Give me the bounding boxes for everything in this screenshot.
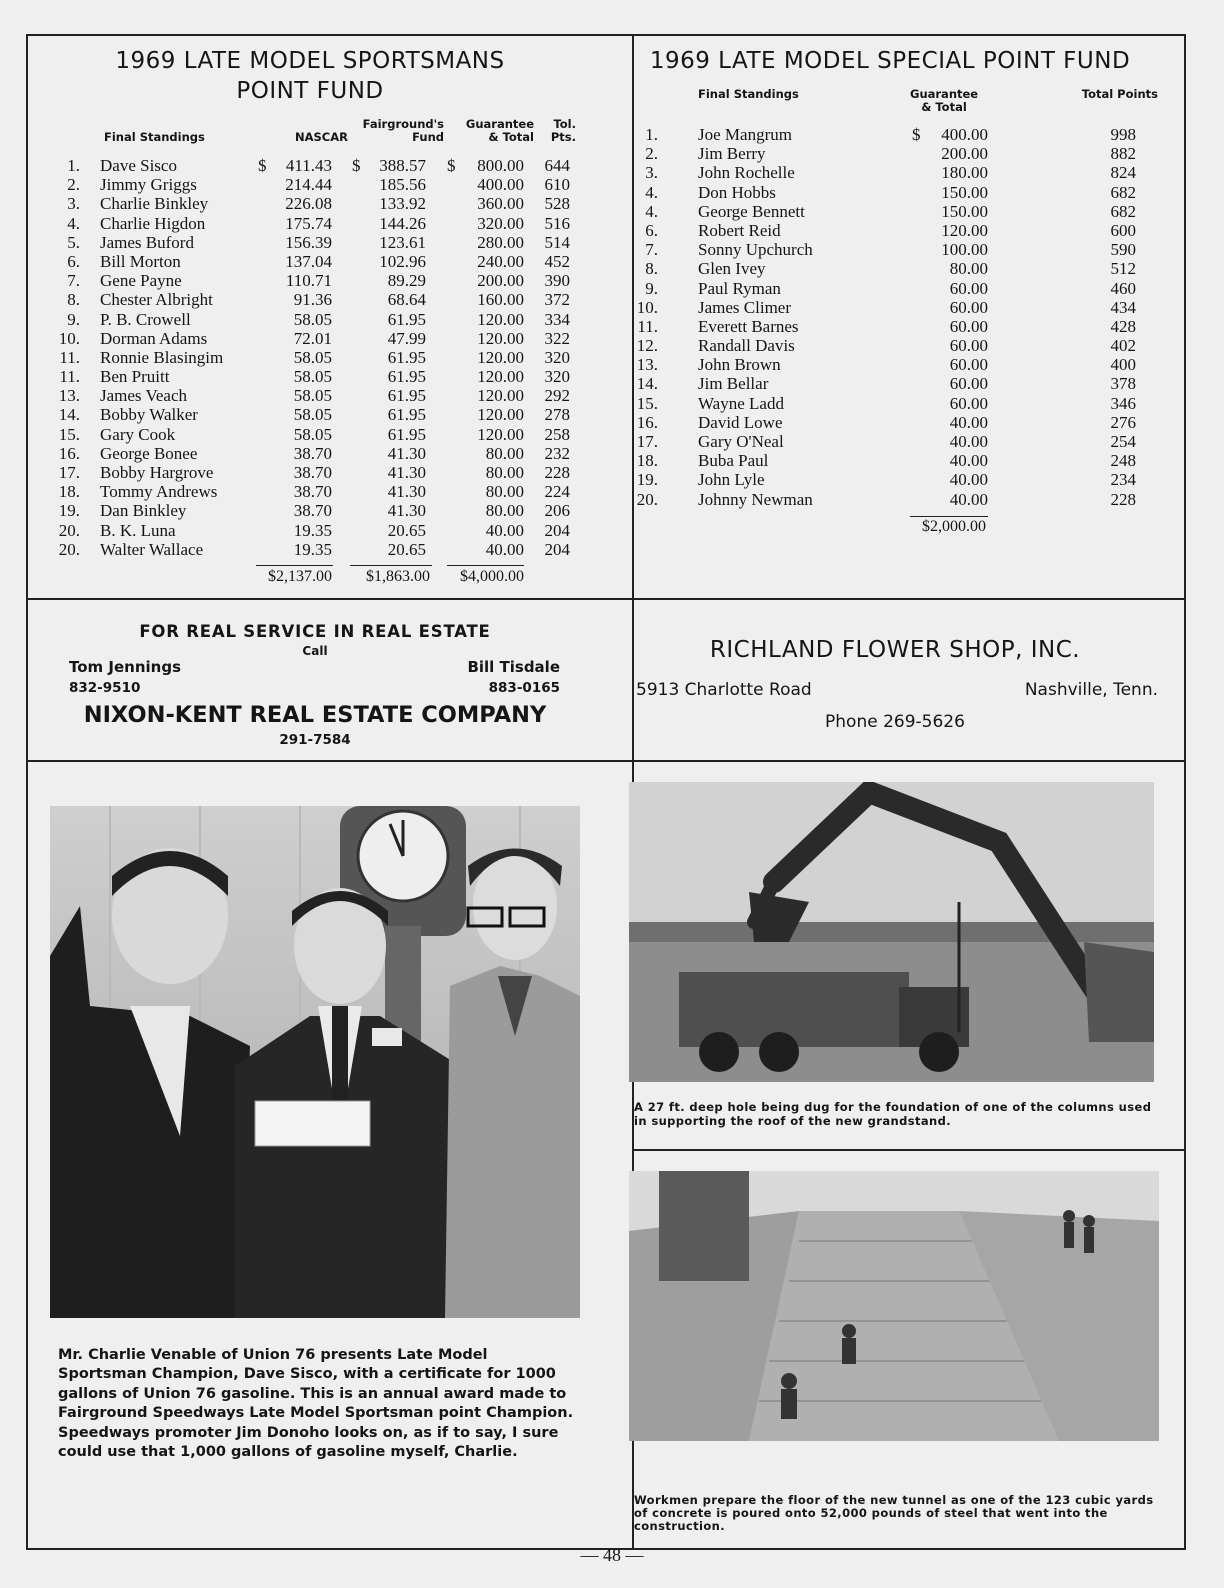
guarantee-total: 180.00: [941, 163, 988, 183]
table-row: [0, 290, 600, 309]
total-points: 292: [544, 386, 570, 406]
guarantee-total: 40.00: [485, 539, 524, 559]
table-row: [0, 156, 600, 175]
driver-name: Jim Berry: [698, 144, 766, 164]
driver-name: Johnny Newman: [698, 489, 813, 509]
driver-name: Chester Albright: [100, 290, 213, 310]
standing-position: 13.: [58, 386, 80, 406]
driver-name: P. B. Crowell: [100, 309, 191, 329]
driver-name: John Rochelle: [698, 163, 795, 183]
guarantee-total: 280.00: [477, 232, 524, 252]
certificate-icon: [255, 1101, 370, 1146]
guarantee-total: 320.00: [477, 213, 524, 233]
driver-name: Randall Davis: [698, 336, 795, 356]
table-row: [600, 259, 1200, 278]
total-points: 258: [544, 424, 570, 444]
table-row: [0, 175, 600, 194]
nascar-amount: 38.70: [293, 443, 332, 463]
driver-name: Sonny Upchurch: [698, 240, 813, 260]
table-row: [600, 490, 1200, 509]
nascar-amount: 38.70: [293, 501, 332, 521]
total-points: 390: [544, 271, 570, 291]
standing-position: 3.: [645, 163, 658, 183]
total-points: 514: [544, 232, 570, 252]
table-row: [0, 233, 600, 252]
table-row: [0, 310, 600, 329]
page-number: — 48 —: [580, 1545, 644, 1565]
table-row: [0, 521, 600, 540]
fund-amount: 61.95: [387, 347, 426, 367]
total-points: 234: [1110, 470, 1136, 490]
driver-name: Jimmy Griggs: [100, 175, 197, 195]
nascar-amount: 58.05: [293, 367, 332, 387]
fund-amount: 61.95: [387, 309, 426, 329]
driver-name: James Veach: [100, 386, 188, 406]
special-standings-list: [600, 125, 1200, 509]
driver-name: Walter Wallace: [100, 539, 204, 559]
table-row: [0, 367, 600, 386]
guarantee-total: 120.00: [941, 220, 988, 240]
table-row: [0, 329, 600, 348]
nascar-amount: 214.44: [285, 175, 332, 195]
driver-name: Bobby Walker: [100, 405, 198, 425]
tunnel-photo: [629, 1171, 1159, 1441]
standing-position: 7.: [645, 240, 658, 260]
nascar-amount: 58.05: [293, 405, 332, 425]
standing-position: 13.: [636, 355, 658, 375]
driver-name: Dorman Adams: [100, 328, 208, 348]
table-row: [0, 386, 600, 405]
total-nascar: $2,137.00: [268, 568, 332, 585]
guarantee-total: 160.00: [477, 290, 524, 310]
total-points: 516: [544, 213, 570, 233]
standing-position: 4.: [67, 213, 80, 233]
nascar-amount: 58.05: [293, 309, 332, 329]
driver-name: Paul Ryman: [698, 278, 781, 298]
table-row: [600, 240, 1200, 259]
standing-position: 1.: [67, 156, 80, 175]
fund-amount: 102.96: [379, 251, 426, 271]
dollar-sign: $: [352, 156, 361, 175]
standing-position: 11.: [59, 367, 80, 387]
driver-name: Dan Binkley: [100, 501, 187, 521]
dollar-sign: $: [912, 125, 921, 144]
standing-position: 1.: [645, 125, 658, 144]
total-points: 346: [1110, 393, 1136, 413]
realestate-company: NIXON-KENT REAL ESTATE COMPANY: [83, 702, 547, 728]
total-rule-fund: [350, 565, 432, 566]
fund-amount: 41.30: [387, 482, 426, 502]
total-points: 428: [1110, 316, 1136, 336]
standing-position: 11.: [59, 347, 80, 367]
total-points: 400: [1110, 355, 1136, 375]
person-left-silhouette: [50, 848, 250, 1318]
table-row: [600, 470, 1200, 489]
realestate-call: Call: [302, 644, 328, 658]
standing-position: 2.: [645, 144, 658, 164]
realestate-headline: FOR REAL SERVICE IN REAL ESTATE: [139, 622, 491, 641]
award-photo-illustration: [50, 806, 580, 1318]
standing-position: 17.: [58, 463, 80, 482]
standing-position: 8.: [645, 259, 658, 279]
guarantee-total: 200.00: [477, 271, 524, 291]
guarantee-total: 40.00: [949, 470, 988, 490]
driver-name: Gene Payne: [100, 271, 182, 291]
total-rule-nascar: [256, 565, 333, 566]
fund-amount: 144.26: [379, 213, 426, 233]
table-row: [0, 405, 600, 424]
guarantee-total: 200.00: [941, 144, 988, 164]
table-row: [0, 425, 600, 444]
guarantee-total: 40.00: [949, 412, 988, 432]
total-points: 600: [1110, 220, 1136, 240]
standing-position: 5.: [67, 232, 80, 252]
driver-name: Tommy Andrews: [100, 482, 218, 502]
guarantee-total: 400.00: [941, 125, 988, 144]
standing-position: 6.: [67, 251, 80, 271]
award-photo: [50, 806, 580, 1318]
driver-name: Glen Ivey: [698, 259, 766, 279]
guarantee-total: 60.00: [949, 278, 988, 298]
total-points: 254: [1110, 432, 1136, 451]
standing-position: 9.: [645, 278, 658, 298]
table-row: [600, 451, 1200, 470]
guarantee-total: 60.00: [949, 393, 988, 413]
driver-name: Everett Barnes: [698, 316, 799, 336]
guarantee-total: 120.00: [477, 309, 524, 329]
table-row: [0, 214, 600, 233]
hdr-total-points: Tol. Pts.: [550, 117, 576, 144]
driver-name: Wayne Ladd: [698, 393, 784, 413]
special-hdr-guarantee: Guarantee & Total: [910, 87, 979, 114]
hdr-nascar: NASCAR: [294, 130, 348, 144]
guarantee-total: 60.00: [949, 297, 988, 317]
total-points: 372: [544, 290, 570, 310]
fund-amount: 61.95: [387, 386, 426, 406]
guarantee-total: 60.00: [949, 336, 988, 356]
table-row: [0, 252, 600, 271]
fund-amount: 20.65: [387, 539, 426, 559]
table-row: [600, 163, 1200, 182]
standing-position: 10.: [58, 328, 80, 348]
nascar-amount: 58.05: [293, 424, 332, 444]
agent1-phone: 832-9510: [69, 680, 141, 696]
guarantee-total: 60.00: [949, 316, 988, 336]
standing-position: 2.: [67, 175, 80, 195]
total-points: 206: [544, 501, 570, 521]
driver-name: James Climer: [698, 297, 792, 317]
table-row: [0, 194, 600, 213]
fund-amount: 133.92: [379, 194, 426, 214]
award-photo-caption: Mr. Charlie Venable of Union 76 presents Late Model Sportsman Champion, Dave Sisco, with a certificate for 1000 gallons of Union 76 gasoline. This is an annual award made to Fairground Speedways Late Model Sportsman point Champion. Speedways promoter Jim Donoho looks on, as if to say, I sure could use that 1,000 gallons of gasoline myself, Charlie.: [58, 1347, 574, 1461]
nascar-amount: 110.71: [285, 271, 332, 291]
tunnel-photo-illustration: [629, 1171, 1159, 1441]
standing-position: 3.: [67, 194, 80, 214]
realestate-company-phone: 291-7584: [279, 732, 351, 748]
guarantee-total: 80.00: [485, 443, 524, 463]
driver-name: George Bonee: [100, 443, 198, 463]
nascar-amount: 38.70: [293, 482, 332, 502]
standing-position: 16.: [58, 443, 80, 463]
dollar-sign: $: [258, 156, 267, 175]
fund-amount: 41.30: [387, 463, 426, 482]
nascar-amount: 137.04: [285, 251, 332, 271]
standing-position: 7.: [67, 271, 80, 291]
table-row: [600, 336, 1200, 355]
table-row: [600, 202, 1200, 221]
total-points: 434: [1110, 297, 1136, 317]
guarantee-total: 120.00: [477, 367, 524, 387]
standing-position: 15.: [636, 393, 658, 413]
total-points: 644: [544, 156, 570, 175]
driver-name: John Brown: [698, 355, 781, 375]
driver-name: B. K. Luna: [100, 520, 176, 540]
total-points: 278: [544, 405, 570, 425]
table-row: [0, 501, 600, 520]
standing-position: 9.: [67, 309, 80, 329]
driver-name: Gary Cook: [100, 424, 176, 444]
nascar-amount: 411.43: [285, 156, 332, 175]
standing-position: 6.: [645, 220, 658, 240]
driver-name: Bill Morton: [100, 251, 181, 271]
special-total-rule: [910, 516, 988, 517]
total-points: 824: [1110, 163, 1136, 183]
standing-position: 4.: [645, 182, 658, 202]
driver-name: David Lowe: [698, 412, 783, 432]
total-points: 402: [1110, 336, 1136, 356]
guarantee-total: 150.00: [941, 201, 988, 221]
table-row: [0, 482, 600, 501]
nascar-amount: 19.35: [293, 539, 332, 559]
table-row: [0, 444, 600, 463]
total-points: 228: [544, 463, 570, 482]
flower-shop-phone: Phone 269-5626: [825, 712, 965, 732]
table-row: [0, 348, 600, 367]
guarantee-total: 240.00: [477, 251, 524, 271]
guarantee-total: 80.00: [485, 501, 524, 521]
total-points: 378: [1110, 374, 1136, 394]
standing-position: 20.: [58, 520, 80, 540]
excavator-photo: [629, 782, 1154, 1082]
standing-position: 10.: [636, 297, 658, 317]
guarantee-total: 40.00: [949, 451, 988, 471]
total-points: 590: [1110, 240, 1136, 260]
flower-shop-city: Nashville, Tenn.: [1024, 680, 1158, 700]
concrete-mixer-icon: [659, 1171, 749, 1281]
special-hdr-final-standings: Final Standings: [698, 87, 799, 101]
total-points: 334: [544, 309, 570, 329]
standing-position: 11.: [637, 316, 658, 336]
table-row: [0, 463, 600, 482]
excavator-photo-caption: A 27 ft. deep hole being dug for the foundation of one of the columns used in supporting the roof of the new grandstand.: [634, 1100, 1152, 1128]
guarantee-total: 60.00: [949, 374, 988, 394]
total-points: 232: [544, 443, 570, 463]
nascar-amount: 175.74: [285, 213, 332, 233]
row-divider-1: [28, 598, 1184, 600]
driver-name: Charlie Higdon: [100, 213, 206, 233]
driver-name: Don Hobbs: [698, 182, 776, 202]
nascar-amount: 58.05: [293, 386, 332, 406]
guarantee-total: 120.00: [477, 347, 524, 367]
table-row: [600, 221, 1200, 240]
guarantee-total: 120.00: [477, 386, 524, 406]
fund-amount: 41.30: [387, 443, 426, 463]
driver-name: Jim Bellar: [698, 374, 769, 394]
sportsman-title: 1969 LATE MODEL SPORTSMANS POINT FUND: [115, 48, 505, 104]
table-row: [600, 317, 1200, 336]
standing-position: 18.: [58, 482, 80, 502]
excavator-photo-illustration: [629, 782, 1154, 1082]
standing-position: 12.: [636, 336, 658, 356]
tunnel-photo-caption: Workmen prepare the floor of the new tunnel as one of the 123 cubic yards of concrete is poured onto 52,000 pounds of steel that went into the construction.: [634, 1493, 1154, 1533]
agent2-name: Bill Tisdale: [467, 658, 560, 676]
guarantee-total: 40.00: [949, 489, 988, 509]
nascar-amount: 58.05: [293, 347, 332, 367]
sportsman-standings-list: [0, 156, 600, 559]
table-row: [0, 271, 600, 290]
table-row: [600, 125, 1200, 144]
fund-amount: 61.95: [387, 367, 426, 387]
table-row: [600, 144, 1200, 163]
nascar-amount: 156.39: [285, 232, 332, 252]
guarantee-total: 80.00: [949, 259, 988, 279]
guarantee-total: 120.00: [477, 424, 524, 444]
standing-position: 15.: [58, 424, 80, 444]
nascar-amount: 91.36: [293, 290, 332, 310]
standing-position: 14.: [58, 405, 80, 425]
total-points: 248: [1110, 451, 1136, 471]
driver-name: Charlie Binkley: [100, 194, 209, 214]
guarantee-total: 40.00: [485, 520, 524, 540]
total-points: 882: [1110, 144, 1136, 164]
right-photo-divider: [632, 1149, 1184, 1151]
total-points: 322: [544, 328, 570, 348]
hdr-fairgrounds-fund: Fairground's Fund: [362, 117, 444, 144]
table-row: [600, 413, 1200, 432]
total-points: 228: [1110, 489, 1136, 509]
standing-position: 19.: [58, 501, 80, 521]
guarantee-total: 800.00: [477, 156, 524, 175]
standing-position: 16.: [636, 412, 658, 432]
total-points: 276: [1110, 412, 1136, 432]
standing-position: 8.: [67, 290, 80, 310]
nascar-amount: 72.01: [293, 328, 332, 348]
hdr-final-standings: Final Standings: [104, 130, 205, 144]
nascar-amount: 38.70: [293, 463, 332, 482]
guarantee-total: 120.00: [477, 328, 524, 348]
driver-name: James Buford: [100, 232, 194, 252]
driver-name: Joe Mangrum: [698, 125, 792, 144]
total-points: 610: [544, 175, 570, 195]
driver-name: John Lyle: [698, 470, 765, 490]
total-points: 452: [544, 251, 570, 271]
fund-amount: 20.65: [387, 520, 426, 540]
driver-name: Ben Pruitt: [100, 367, 170, 387]
total-points: 682: [1110, 201, 1136, 221]
total-points: 528: [544, 194, 570, 214]
special-hdr-total-points: Total Points: [1081, 87, 1158, 101]
fund-amount: 47.99: [387, 328, 426, 348]
standing-position: 17.: [636, 432, 658, 451]
table-row: [0, 540, 600, 559]
guarantee-total: 60.00: [949, 355, 988, 375]
total-guarantee: $4,000.00: [460, 568, 524, 585]
standing-position: 19.: [636, 470, 658, 490]
guarantee-total: 80.00: [485, 463, 524, 482]
fund-amount: 61.95: [387, 424, 426, 444]
guarantee-total: 400.00: [477, 175, 524, 195]
dollar-sign: $: [447, 156, 456, 175]
guarantee-total: 360.00: [477, 194, 524, 214]
table-row: [600, 374, 1200, 393]
row-divider-2: [28, 760, 1184, 762]
guarantee-total: 80.00: [485, 482, 524, 502]
total-rule-guarantee: [447, 565, 524, 566]
standing-position: 14.: [636, 374, 658, 394]
driver-name: Ronnie Blasingim: [100, 347, 224, 367]
driver-name: Bobby Hargrove: [100, 463, 214, 482]
guarantee-total: 120.00: [477, 405, 524, 425]
driver-name: George Bennett: [698, 201, 805, 221]
total-points: 320: [544, 347, 570, 367]
standing-position: 18.: [636, 451, 658, 471]
table-row: [600, 298, 1200, 317]
nascar-amount: 226.08: [285, 194, 332, 214]
standing-position: 20.: [636, 489, 658, 509]
guarantee-total: 100.00: [941, 240, 988, 260]
table-row: [600, 183, 1200, 202]
flower-shop-name: RICHLAND FLOWER SHOP, INC.: [709, 637, 1081, 663]
total-points: 204: [544, 520, 570, 540]
total-points: 998: [1110, 125, 1136, 144]
driver-name: Dave Sisco: [100, 156, 177, 175]
fund-amount: 123.61: [379, 232, 426, 252]
driver-name: Buba Paul: [698, 451, 769, 471]
nascar-amount: 19.35: [293, 520, 332, 540]
fund-amount: 89.29: [387, 271, 426, 291]
driver-name: Gary O'Neal: [698, 432, 784, 451]
standing-position: 20.: [58, 539, 80, 559]
flower-shop-address: 5913 Charlotte Road: [636, 680, 812, 700]
fund-amount: 61.95: [387, 405, 426, 425]
fund-amount: 185.56: [379, 175, 426, 195]
total-points: 512: [1110, 259, 1136, 279]
hdr-guarantee-total: Guarantee & Total: [465, 117, 534, 144]
total-points: 460: [1110, 278, 1136, 298]
special-title: 1969 LATE MODEL SPECIAL POINT FUND: [649, 48, 1131, 74]
total-fund: $1,863.00: [366, 568, 430, 585]
agent1-name: Tom Jennings: [69, 658, 181, 676]
guarantee-total: 40.00: [949, 432, 988, 451]
table-row: [600, 279, 1200, 298]
total-points: 320: [544, 367, 570, 387]
agent2-phone: 883-0165: [488, 680, 560, 696]
standing-position: 4.: [645, 201, 658, 221]
total-points: 204: [544, 539, 570, 559]
table-row: [600, 355, 1200, 374]
fund-amount: 41.30: [387, 501, 426, 521]
table-row: [600, 394, 1200, 413]
fund-amount: 388.57: [379, 156, 426, 175]
total-points: 682: [1110, 182, 1136, 202]
table-row: [600, 432, 1200, 451]
special-grand-total: $2,000.00: [922, 518, 986, 535]
fund-amount: 68.64: [387, 290, 426, 310]
guarantee-total: 150.00: [941, 182, 988, 202]
total-points: 224: [544, 482, 570, 502]
driver-name: Robert Reid: [698, 220, 781, 240]
